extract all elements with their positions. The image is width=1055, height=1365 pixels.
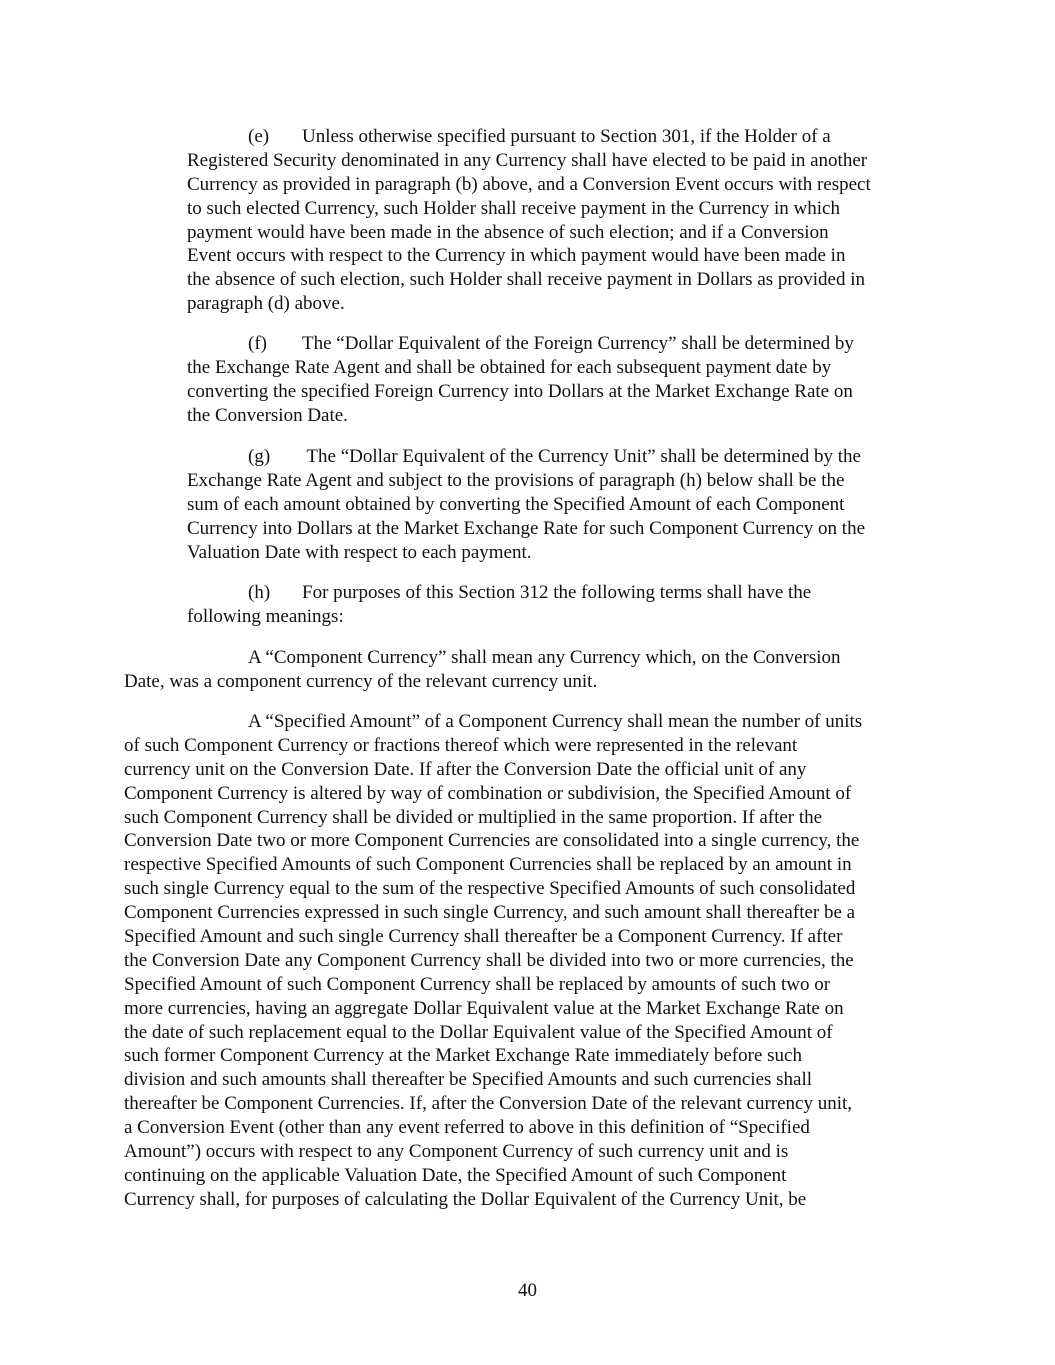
clause-first-line: [187, 445, 865, 469]
clause-text-line: For purposes of this Section 312 the following terms shall have the: [302, 582, 812, 603]
clause-text-line: Currency as provided in paragraph (b) above, and a Conversion Event occurs with respect: [187, 173, 871, 195]
clause-text-line: sum of each amount obtained by converting the Specified Amount of each Component: [187, 493, 845, 515]
clause-first-line: [187, 332, 854, 356]
clause-h: [187, 581, 811, 629]
clause-text-line: to such elected Currency, such Holder shall receive payment in the Currency in which: [187, 197, 840, 219]
clause-text-line: converting the specified Foreign Currency into Dollars at the Market Exchange Rate on: [187, 380, 853, 402]
clause-label: (e): [248, 126, 270, 147]
definition-text-line: A “Component Currency” shall mean any Currency which, on the Conversion: [248, 647, 841, 668]
definition-text-line: currency unit on the Conversion Date. If after the Conversion Date the official unit of any: [124, 758, 807, 780]
definition-text-line: A “Specified Amount” of a Component Currency shall mean the number of units: [248, 711, 863, 732]
definition-text-line: the date of such replacement equal to the Dollar Equivalent value of the Specified Amount of: [124, 1021, 833, 1043]
clause-text-line: Unless otherwise specified pursuant to Section 301, if the Holder of a: [302, 126, 831, 147]
clause-label: (g): [248, 446, 271, 467]
clause-text-line: Currency into Dollars at the Market Exchange Rate for such Component Currency on the: [187, 517, 865, 539]
definition-text-line: of such Component Currency or fractions thereof which were represented in the relevant: [124, 734, 798, 756]
definition-text-line: Component Currencies expressed in such single Currency, and such amount shall thereafter be a: [124, 902, 856, 924]
clause-first-line: [187, 581, 811, 605]
clause-text-line: the absence of such election, such Holder shall receive payment in Dollars as provided in: [187, 269, 865, 291]
definition-text-line: continuing on the applicable Valuation Date, the Specified Amount of such Component: [124, 1164, 787, 1186]
definition-text-line: a Conversion Event (other than any event referred to above in this definition of “Specified: [124, 1117, 810, 1139]
clause-text-line: the Exchange Rate Agent and shall be obtained for each subsequent payment date by: [187, 356, 832, 378]
clause-first-line: [187, 125, 871, 149]
clause-f: [187, 332, 854, 428]
definition-text-line: such single Currency equal to the sum of the respective Specified Amounts of such consolidated: [124, 878, 856, 900]
definition-text-line: Date, was a component currency of the relevant currency unit.: [124, 670, 598, 692]
definition-text-line: the Conversion Date any Component Currency shall be divided into two or more currencies, the: [124, 949, 854, 971]
definition-specified-amount: [124, 710, 862, 1212]
clause-text-line: the Conversion Date.: [187, 404, 348, 426]
clause-label: (h): [248, 582, 271, 603]
definition-text-line: Currency shall, for purposes of calculating the Dollar Equivalent of the Currency Unit, be: [124, 1188, 807, 1210]
definition-text-line: Component Currency is altered by way of combination or subdivision, the Specified Amount of: [124, 782, 852, 804]
definition-text-line: Specified Amount of such Component Currency shall be replaced by amounts of such two or: [124, 973, 831, 995]
clause-text-line: Registered Security denominated in any Currency shall have elected to be paid in another: [187, 149, 868, 171]
definition-text-line: Conversion Date two or more Component Currencies are consolidated into a single currency, the: [124, 830, 860, 852]
definition-text-line: respective Specified Amounts of such Component Currencies shall be replaced by an amount in: [124, 854, 852, 876]
definition-text-line: Specified Amount and such single Currency shall thereafter be a Component Currency. If after: [124, 926, 843, 948]
definition-text-line: Amount”) occurs with respect to any Component Currency of such currency unit and is: [124, 1141, 789, 1163]
definition-text-line: division and such amounts shall thereafter be Specified Amounts and such currencies shall: [124, 1069, 813, 1091]
definition-text-line: such Component Currency shall be divided or multiplied in the same proportion. If after the: [124, 806, 823, 828]
definition-text-line: such former Component Currency at the Market Exchange Rate immediately before such: [124, 1045, 802, 1067]
definition-text-line: thereafter be Component Currencies. If, after the Conversion Date of the relevant currency unit,: [124, 1093, 853, 1115]
clause-e: [187, 125, 871, 316]
clause-text-line: Exchange Rate Agent and subject to the provisions of paragraph (h) below shall be the: [187, 469, 845, 491]
definition-text-line: more currencies, having an aggregate Dollar Equivalent value at the Market Exchange Rate on: [124, 997, 844, 1019]
clause-label: (f): [248, 333, 267, 354]
clause-text-line: The “Dollar Equivalent of the Foreign Currency” shall be determined by: [302, 333, 854, 354]
definition-component-currency: [124, 646, 841, 694]
clause-text-line: Event occurs with respect to the Currency in which payment would have been made in: [187, 245, 846, 267]
clause-g: [187, 445, 865, 564]
clause-text-line: following meanings:: [187, 605, 344, 627]
clause-text-line: The “Dollar Equivalent of the Currency Unit” shall be determined by the: [302, 446, 861, 467]
page-number: 40: [518, 1280, 537, 1301]
clause-text-line: paragraph (d) above.: [187, 293, 345, 315]
clause-text-line: payment would have been made in the absence of such election; and if a Conversion: [187, 221, 829, 243]
clause-text-line: Valuation Date with respect to each payment.: [187, 541, 532, 563]
